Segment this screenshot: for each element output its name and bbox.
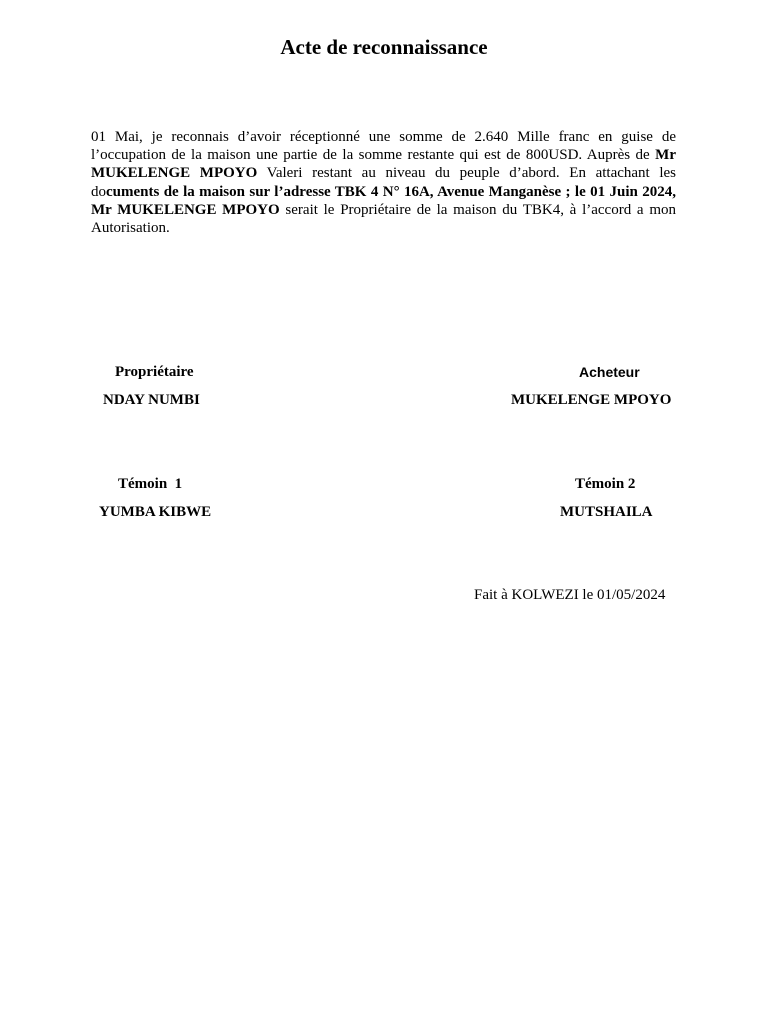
paragraph-bold-address-date: cuments de la maison sur l’adresse TBK 4 N° 16A, Avenue Manganèse ; le 01 Juin 2024, Mr MUKELENGE MPOYO <box>91 183 676 218</box>
witness1-name: YUMBA KIBWE <box>99 504 212 520</box>
paragraph-text-2: Valeri restant au niveau du peuple d’abord. En attachant les do <box>91 165 676 200</box>
buyer-name: MUKELENGE MPOYO <box>511 392 672 408</box>
witness2-name: MUTSHAILA <box>560 504 653 520</box>
paragraph-text-3: serait le Propriétaire de la maison du TBK4, à l’accord a mon Autorisation. <box>91 201 676 237</box>
acknowledgement-paragraph <box>91 128 676 237</box>
paragraph-text-1: 01 Mai, je reconnais d’avoir réceptionné une somme de 2.640 Mille franc en guise de l’occupation de la maison une partie de la somme restante qui est de 800USD. Auprès de <box>91 129 676 164</box>
place-and-date: Fait à KOLWEZI le 01/05/2024 <box>474 587 666 603</box>
owner-name: NDAY NUMBI <box>103 392 200 408</box>
buyer-label: Acheteur <box>579 364 640 380</box>
witness2-label: Témoin 2 <box>575 476 636 492</box>
owner-label: Propriétaire <box>115 364 194 380</box>
document-title: Acte de reconnaissance <box>280 35 488 59</box>
witness1-label: Témoin 1 <box>118 476 183 492</box>
paragraph-bold-buyer-name: Mr MUKELENGE MPOYO <box>91 147 676 182</box>
